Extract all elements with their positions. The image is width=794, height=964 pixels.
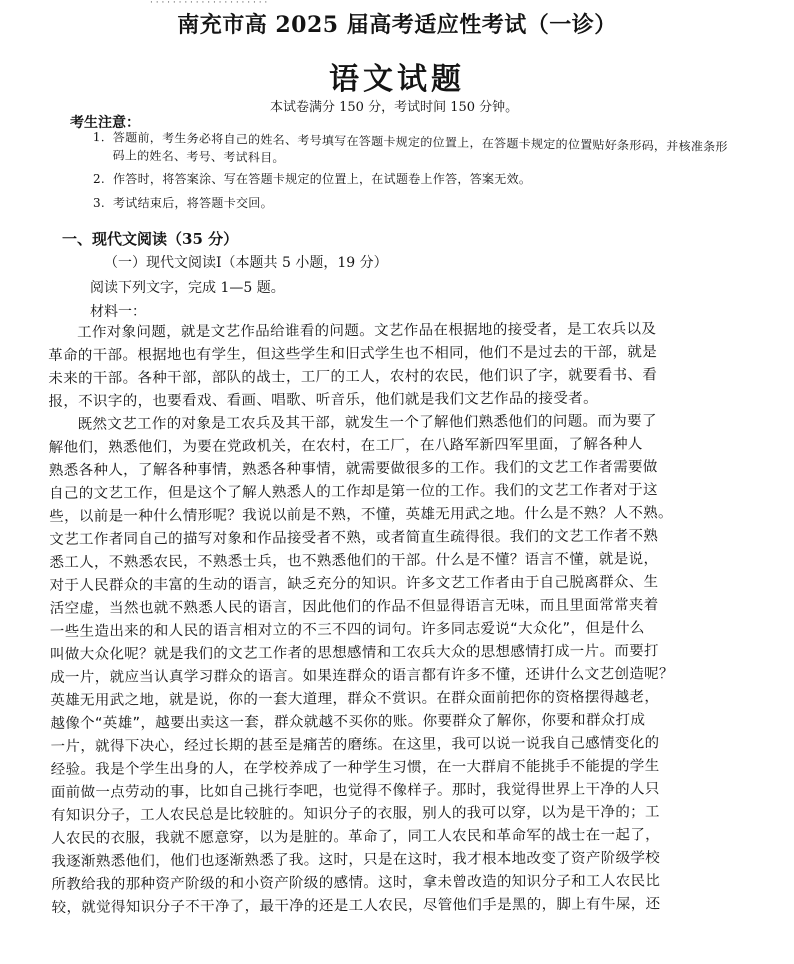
- passage-line: 经验。我是个学生出身的人，在学校养成了一种学生习惯，在一大群肩不能挑手不能提的学生: [50, 758, 660, 778]
- notice-item-number: 3.: [93, 196, 106, 210]
- passage-line: 一些生造出来的和人民的语言相对立的不三不四的词句。许多同志爱说“大众化”，但是什么: [49, 620, 645, 640]
- passage-line: 成一片，就应当认真学习群众的语言。如果连群众的语言都有许多不懂，还讲什么文艺创造呢？: [50, 666, 674, 686]
- passage-line: 英雄无用武之地，就是说，你的一套大道理，群众不赏识。在群众面前把你的资格摆得越老，: [50, 689, 660, 709]
- notice-item-text: 作答时，将答案涂、写在答题卡规定的位置上，在试题卷上作答，答案无效。: [113, 172, 532, 186]
- passage-body: [48, 318, 752, 920]
- passage-line: 熟悉各种人，了解各种事情，熟悉各种事情，就需要做很多的工作。我们的文艺工作者需要做: [48, 459, 658, 479]
- notice-list: [93, 128, 733, 212]
- passage-line: 人农民的衣服，我就不愿意穿，以为是脏的。革命了，同工人农民和革命军的战士在一起了，: [51, 827, 661, 847]
- passage-line: 有知识分子，工人农民总是比较脏的。知识分子的衣服，别人的我可以穿，以为是干净的；工: [50, 804, 660, 824]
- notice-heading: 考生注意：: [70, 115, 140, 131]
- passage-line: 越像个“英雄”，越要出卖这一套，群众就越不买你的账。你要群众了解你，你要和群众打成: [50, 712, 646, 732]
- passage-line: 报，不识字的，也要看戏、看画、唱歌、听音乐，他们就是我们文艺作品的接受者。: [48, 390, 598, 410]
- notice-item: [93, 194, 733, 212]
- subject-title: 语文试题: [329, 62, 465, 97]
- passage-line: 工作对象问题，就是文艺作品给谁看的问题。文艺作品在根据地的接受者，是工农兵以及: [77, 321, 657, 341]
- passage-line: 所教给我的那种资产阶级的和小资产阶级的感情。这时，拿未曾改造的知识分子和工人农民比: [51, 873, 661, 893]
- reading-instruction: 阅读下列文字，完成 1—5 题。: [90, 280, 285, 296]
- passage-line: 叫做大众化呢？就是我们的文艺工作者的思想感情和工农兵大众的思想感情打成一片。而要打: [49, 643, 659, 663]
- passage-line: 悉工人，不熟悉农民，不熟悉士兵，也不熟悉他们的干部。什么是不懂？语言不懂，就是说，: [49, 551, 659, 571]
- top-edge-residue: · · · · · · · · · · · · · · · · · · · · ·: [150, 0, 268, 6]
- sub-section-heading: （一）现代文阅读Ⅰ（本题共 5 小题，19 分）: [104, 255, 388, 271]
- passage-line: 一片，就得下决心，经过长期的甚至是痛苦的磨练。在这里，我可以说一说我自己感情变化的: [50, 735, 660, 755]
- passage-line: 未来的干部。各种干部，部队的战士，工厂的工人，农村的农民，他们识了字，就要看书、看: [48, 367, 658, 387]
- passage-line: 较，就觉得知识分子不干净了，最干净的还是工人农民，尽管他们手是黑的，脚上有牛屎，还: [51, 896, 661, 916]
- notice-item-number: 1.: [92, 129, 106, 145]
- passage-line: 解他们，熟悉他们，为要在党政机关，在农村，在工厂，在八路军新四军里面，了解各种人: [48, 436, 643, 456]
- section-heading: 一、现代文阅读（35 分）: [62, 230, 239, 248]
- notice-item: [93, 170, 733, 188]
- score-time-line: 本试卷满分 150 分，考试时间 150 分钟。: [270, 100, 519, 115]
- notice-item: [92, 128, 732, 174]
- notice-item-text: 答题前，考生务必将自己的姓名、考号填写在答题卡规定的位置上，在答题卡规定的位置贴好条形码，并核准条形码上的姓名、考号、考试科目。: [112, 130, 728, 166]
- passage-line: 我逐渐熟悉他们，他们也逐渐熟悉了我。这时，只是在这时，我才根本地改变了资产阶级学校: [51, 850, 661, 870]
- passage-line: 些，以前是一种什么情形呢？我说以前是不熟，不懂，英雄无用武之地。什么是不熟？人不熟。: [49, 505, 673, 525]
- exam-title: 南充市高 2025 届高考适应性考试（一诊）: [177, 12, 617, 38]
- material-label: 材料一：: [90, 304, 146, 320]
- passage-line: 自己的文艺工作，但是这个了解人熟悉人的工作却是第一位的工作。我们的文艺工作者对于这: [49, 482, 658, 502]
- notice-item-number: 2.: [93, 172, 106, 186]
- passage-line: 既然文艺工作的对象是工农兵及其干部，就发生一个了解他们熟悉他们的问题。而为要了: [77, 413, 657, 433]
- passage-line: 活空虚，当然也就不熟悉人民的语言，因此他们的作品不但显得语言无味，而且里面常常夹着: [49, 597, 659, 617]
- passage-line: 面前做一点劳动的事，比如自己挑行李吧，也觉得不像样子。那时，我觉得世界上干净的人只: [50, 781, 660, 801]
- passage-line: 对于人民群众的丰富的生动的语言，缺乏充分的知识。许多文艺工作者由于自己脱离群众、生: [49, 574, 659, 594]
- passage-line: 文艺工作者同自己的描写对象和作品接受者不熟，或者简直生疏得很。我们的文艺工作者不熟: [49, 528, 659, 548]
- notice-item-text: 考试结束后，将答题卡交回。: [113, 196, 273, 210]
- passage-line: 革命的干部。根据地也有学生，但这些学生和旧式学生也不相同，他们不是过去的干部，就是: [48, 344, 658, 364]
